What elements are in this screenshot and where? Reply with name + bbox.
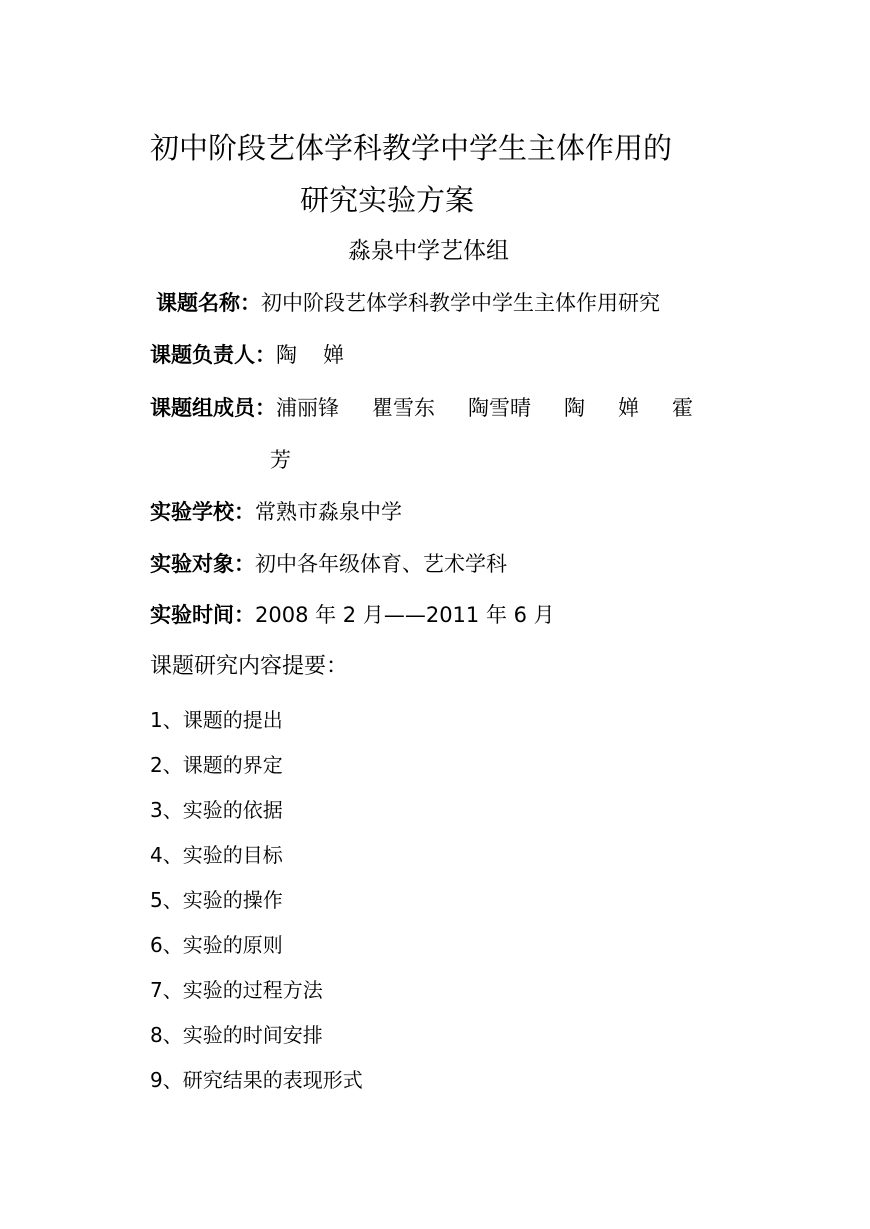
member-name: 婵 xyxy=(618,396,639,420)
member-name: 瞿雪东 xyxy=(372,396,435,420)
school-label: 实验学校： xyxy=(150,500,255,524)
outline-item: 2、课题的界定 xyxy=(150,753,283,777)
leader-value-part2: 婵 xyxy=(323,343,344,367)
leader-label: 课题负责人： xyxy=(150,343,276,367)
outline-item: 7、实验的过程方法 xyxy=(150,978,323,1002)
outline-item: 1、课题的提出 xyxy=(150,708,283,732)
member-name: 陶 xyxy=(564,396,585,420)
outline-item: 9、研究结果的表现形式 xyxy=(150,1068,363,1092)
school-value: 常熟市淼泉中学 xyxy=(255,500,402,524)
leader-row xyxy=(150,341,344,369)
time-value: 2008 年 2 月——2011 年 6 月 xyxy=(255,603,555,627)
object-value: 初中各年级体育、艺术学科 xyxy=(255,552,507,576)
outline-list xyxy=(150,705,363,1110)
outline-item: 8、实验的时间安排 xyxy=(150,1023,323,1047)
members-row xyxy=(150,394,693,422)
object-row xyxy=(150,550,507,578)
leader-value-part1: 陶 xyxy=(276,343,297,367)
document-title-line-1: 初中阶段艺体学科教学中学生主体作用的 xyxy=(150,131,673,165)
outline-item: 3、实验的依据 xyxy=(150,798,283,822)
members-continuation: 芳 xyxy=(270,448,291,472)
time-row xyxy=(150,601,555,629)
object-label: 实验对象： xyxy=(150,552,255,576)
topic-name-value: 初中阶段艺体学科教学中学生主体作用研究 xyxy=(261,291,660,315)
school-row xyxy=(150,498,402,526)
document-title-line-2: 研究实验方案 xyxy=(300,183,475,217)
members-label: 课题组成员： xyxy=(150,396,276,420)
member-name: 霍 xyxy=(672,396,693,420)
section-heading: 课题研究内容提要： xyxy=(150,654,349,679)
member-name: 陶雪晴 xyxy=(468,396,531,420)
document-subtitle: 淼泉中学艺体组 xyxy=(348,238,509,264)
topic-name-row xyxy=(156,289,660,317)
topic-name-label: 课题名称： xyxy=(156,291,261,315)
outline-item: 6、实验的原则 xyxy=(150,933,283,957)
time-label: 实验时间： xyxy=(150,603,255,627)
member-name: 浦丽锋 xyxy=(276,396,339,420)
outline-item: 5、实验的操作 xyxy=(150,888,283,912)
outline-item: 4、实验的目标 xyxy=(150,843,283,867)
